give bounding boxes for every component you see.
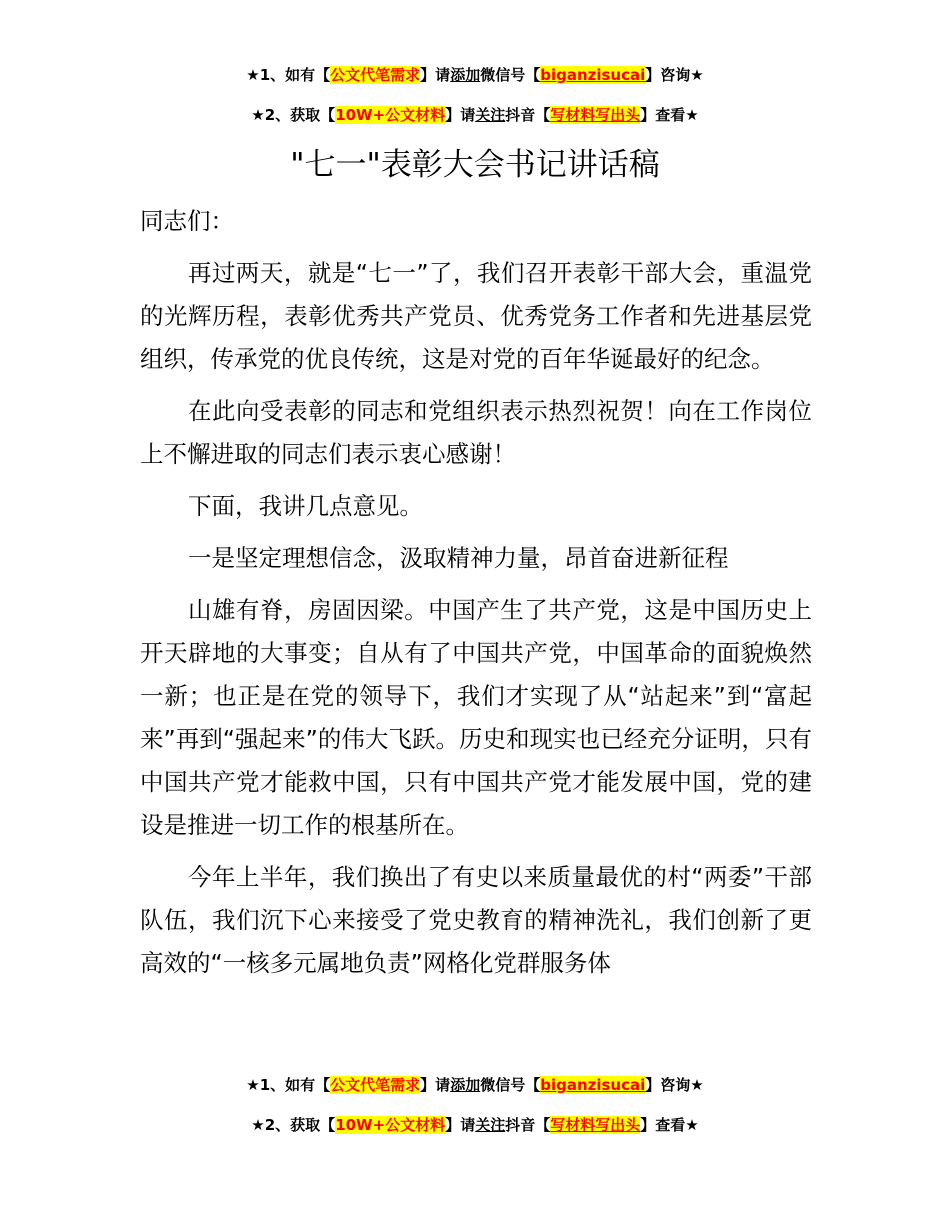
notice-text: 】请 [420,66,451,84]
douyin-id-highlight: 写材料写出头 [550,1116,641,1134]
document-body [140,200,812,994]
paragraph: 山雄有脊，房固因梁。中国产生了共产党，这是中国历史上开天辟地的大事变；自从有了中国共产党，中国革命的面貌焕然一新；也正是在党的领导下，我们才实现了从“站起来”到“富起来”再到“强起来”的伟大飞跃。历史和现实也已经充分证明，只有中国共产党才能救中国，只有中国共产党才能发展中国，党的建设是推进一切工作的根基所在。 [140,596,812,839]
notice-text: ★1、如有【 [246,1076,331,1094]
notice-text: ★2、获取【 [251,106,336,124]
notice-line-1 [0,64,950,86]
add-underlined-text: 添加 [450,1076,481,1094]
materials-highlight: 10W+公文材料 [335,106,446,124]
follow-underlined-text: 关注 [475,1116,506,1134]
greeting: 同志们： [140,207,234,235]
notice-text: 微信号【 [480,1076,541,1094]
notice-text: 微信号【 [480,66,541,84]
add-underlined-text: 添加 [450,66,481,84]
section-heading: 一是坚定理想信念，汲取精神力量，昂首奋进新征程 [188,544,729,572]
wechat-id-highlight: biganzisucai [540,66,646,84]
notice-text: ★2、获取【 [251,1116,336,1134]
notice-text: 】请 [420,1076,451,1094]
notice-text: 】咨询★ [645,1076,704,1094]
notice-line-2 [0,104,950,126]
footer-notice [0,1074,950,1154]
notice-text: 】查看★ [640,106,699,124]
document-title: "七一"表彰大会书记讲话稿 [290,147,660,183]
notice-line-2 [0,1114,950,1136]
follow-underlined-text: 关注 [475,106,506,124]
paragraph: 今年上半年，我们换出了有史以来质量最优的村“两委”干部队伍，我们沉下心来接受了党史教育的精神洗礼，我们创新了更高效的“一核多元属地负责”网格化党群服务体 [140,863,812,977]
paragraph: 在此向受表彰的同志和党组织表示热烈祝贺！向在工作岗位上不懈进取的同志们表示衷心感谢！ [140,397,812,468]
douyin-id-highlight: 写材料写出头 [550,106,641,124]
notice-text: ★1、如有【 [246,66,331,84]
notice-text: 】请 [445,106,476,124]
notice-text: 】咨询★ [645,66,704,84]
notice-text: 】查看★ [640,1116,699,1134]
paragraph: 下面，我讲几点意见。 [188,492,423,520]
ghostwriting-highlight: 公文代笔需求 [330,1076,421,1094]
notice-text: 抖音【 [505,1116,551,1134]
ghostwriting-highlight: 公文代笔需求 [330,66,421,84]
notice-text: 抖音【 [505,106,551,124]
header-notice [0,64,950,144]
materials-highlight: 10W+公文材料 [335,1116,446,1134]
notice-line-1 [0,1074,950,1096]
wechat-id-highlight: biganzisucai [540,1076,646,1094]
notice-text: 】请 [445,1116,476,1134]
paragraph: 再过两天，就是“七一”了，我们召开表彰干部大会，重温党的光辉历程，表彰优秀共产党员、优秀党务工作者和先进基层党组织，传承党的优良传统，这是对党的百年华诞最好的纪念。 [140,259,812,373]
